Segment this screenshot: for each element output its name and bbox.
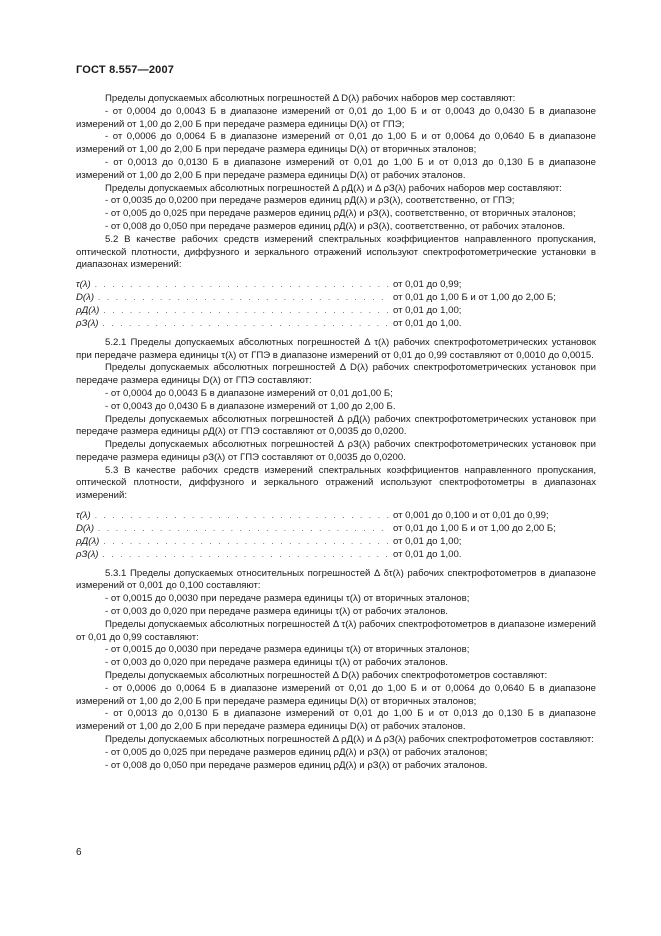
range-row xyxy=(76,523,596,536)
range-row xyxy=(76,305,596,318)
range-value: от 0,001 до 0,100 и от 0,01 до 0,99; xyxy=(393,510,549,522)
range-value: от 0,01 до 1,00. xyxy=(393,317,462,329)
range-row xyxy=(76,318,596,331)
ranges-spectrophotometers-list xyxy=(76,510,596,562)
range-value: от 0,01 до 1,00 Б и от 1,00 до 2,00 Б; xyxy=(393,292,556,304)
leader-dots xyxy=(103,318,391,331)
list-item: - от 0,0006 до 0,0064 Б в диапазоне измерений от 0,01 до 1,00 Б и от 0,0064 до 0,0640 Б в диапазоне измерений от 1,00 до 2,00 Б при передаче размера единицы D(λ) от вторичных эталонов; xyxy=(76,131,596,156)
list-item: - от 0,0006 до 0,0064 Б в диапазоне измерений от 0,01 до 1,00 Б и от 0,0064 до 0,0640 Б в диапазоне измерений от 1,00 до 2,00 Б при передаче размера единицы D(λ) от вторичных эталонов; xyxy=(76,682,596,707)
paragraph: Пределы допускаемых абсолютных погрешностей Δ D(λ) рабочих наборов мер составляют: xyxy=(105,93,516,104)
list-item: - от 0,005 до 0,025 при передаче размеров единиц ρД(λ) и ρЗ(λ) от рабочих эталонов; xyxy=(105,746,488,758)
paragraph: Пределы допускаемых абсолютных погрешностей Δ D(λ) рабочих спектрофотометрических установок при передаче размера единицы D(λ) от ГПЭ составляют: xyxy=(76,362,596,387)
section-5-2-1: 5.2.1 Пределы допускаемых абсолютных погрешностей Δ τ(λ) рабочих спектрофотометрических установок при передаче размера единицы τ(λ) от ГПЭ в диапазоне измерений от 0,01 до 0,99 составляют от 0,0010 до 0,0015. xyxy=(76,336,596,361)
leader-dots xyxy=(103,549,391,562)
range-symbol: ρЗ(λ) xyxy=(76,548,99,560)
range-row xyxy=(76,279,596,292)
range-value: от 0,01 до 1,00; xyxy=(393,535,462,547)
list-item: - от 0,003 до 0,020 при передаче размера единицы τ(λ) от рабочих эталонов. xyxy=(105,606,448,618)
section-5-3-1: 5.3.1 Пределы допускаемых относительных погрешностей Δ δτ(λ) рабочих спектрофотометров в диапазоне измерений от 0,001 до 0,100 составляют: xyxy=(76,567,596,592)
range-symbol: D(λ) xyxy=(76,292,95,304)
range-symbol: ρД(λ) xyxy=(76,304,100,316)
list-item: - от 0,003 до 0,020 при передаче размера единицы τ(λ) от рабочих эталонов. xyxy=(105,657,448,669)
leader-dots xyxy=(95,279,390,292)
range-row xyxy=(76,549,596,562)
range-value: от 0,01 до 1,00 Б и от 1,00 до 2,00 Б; xyxy=(393,522,556,534)
range-row xyxy=(76,536,596,549)
paragraph: Пределы допускаемых абсолютных погрешностей Δ ρД(λ) и Δ ρЗ(λ) рабочих наборов мер составляют: xyxy=(105,182,562,194)
range-symbol: τ(λ) xyxy=(76,510,91,522)
range-symbol: D(λ) xyxy=(76,522,95,534)
list-item: - от 0,0004 до 0,0043 Б в диапазоне измерений от 0,01 до1,00 Б; xyxy=(105,387,393,399)
range-symbol: ρЗ(λ) xyxy=(76,317,99,329)
range-row xyxy=(76,292,596,305)
page-number: 6 xyxy=(76,847,82,858)
section-5-2: 5.2 В качестве рабочих средств измерений спектральных коэффициентов направленного пропускания, оптической плотности, диффузного и зеркального отражений используют спектрофотометрические установки в диапазонах измерений: xyxy=(76,233,596,271)
range-symbol: ρД(λ) xyxy=(76,535,100,547)
range-value: от 0,01 до 1,00; xyxy=(393,304,462,316)
range-symbol: τ(λ) xyxy=(76,279,91,291)
paragraph: Пределы допускаемых абсолютных погрешностей Δ ρЗ(λ) рабочих спектрофотометрических установок при передаче размера единицы ρЗ(λ) от ГПЭ составляют от 0,0035 до 0,0200. xyxy=(76,439,596,463)
list-item: - от 0,0013 до 0,0130 Б в диапазоне измерений от 0,01 до 1,00 Б и от 0,013 до 0,130 Б в диапазоне измерений от 1,00 до 2,00 Б при передаче размера единицы D(λ) от рабочих эталонов. xyxy=(76,156,596,181)
list-item: - от 0,0043 до 0,0430 Б в диапазоне измерений от 1,00 до 2,00 Б. xyxy=(105,400,396,412)
list-item: - от 0,008 до 0,050 при передаче размеров единиц ρД(λ) и ρЗ(λ), соответственно, от рабочих эталонов. xyxy=(105,220,565,232)
leader-dots xyxy=(98,292,390,305)
list-item: - от 0,005 до 0,025 при передаче размеров единиц ρД(λ) и ρЗ(λ), соответственно, от вторичных эталонов; xyxy=(105,208,576,220)
paragraph: Пределы допускаемых абсолютных погрешностей Δ τ(λ) рабочих спектрофотометров в диапазоне измерений от 0,01 до 0,99 составляют: xyxy=(76,618,596,643)
paragraph: Пределы допускаемых абсолютных погрешностей Δ ρД(λ) и Δ ρЗ(λ) рабочих спектрофотометров составляют: xyxy=(105,734,594,745)
leader-dots xyxy=(103,305,390,318)
range-row xyxy=(76,510,596,523)
document-body xyxy=(76,93,596,772)
leader-dots xyxy=(95,510,390,523)
list-item: - от 0,0013 до 0,0130 Б в диапазоне измерений от 0,01 до 1,00 Б и от 0,013 до 0,130 Б в диапазоне измерений от 1,00 до 2,00 Б при передаче размера единицы D(λ) от рабочих эталонов. xyxy=(76,708,596,733)
section-5-3: 5.3 В качестве рабочих средств измерений спектральных коэффициентов направленного пропускания, оптической плотности, диффузного и зеркального отражений используют спектрофотометры в диапазонах измерений: xyxy=(76,464,596,502)
list-item: - от 0,0015 до 0,0030 при передаче размера единицы τ(λ) от вторичных эталонов; xyxy=(105,644,470,656)
paragraph: Пределы допускаемых абсолютных погрешностей Δ D(λ) рабочих спектрофотометров составляют: xyxy=(105,670,548,682)
list-item: - от 0,0004 до 0,0043 Б в диапазоне измерений от 0,01 до 1,00 Б и от 0,0043 до 0,0430 Б в диапазоне измерений от 1,00 до 2,00 Б при передаче размера единицы D(λ) от ГПЭ; xyxy=(76,105,596,130)
leader-dots xyxy=(103,536,390,549)
list-item: - от 0,0035 до 0,0200 при передаче размеров единиц ρД(λ) и ρЗ(λ), соответственно, от ГПЭ; xyxy=(105,195,515,207)
list-item: - от 0,008 до 0,050 при передаче размеров единиц ρД(λ) и ρЗ(λ) от рабочих эталонов. xyxy=(105,759,488,771)
document-header: ГОСТ 8.557—2007 xyxy=(76,64,175,76)
leader-dots xyxy=(98,523,390,536)
ranges-installations-list xyxy=(76,279,596,331)
list-item: - от 0,0015 до 0,0030 при передаче размера единицы τ(λ) от вторичных эталонов; xyxy=(105,593,470,605)
range-value: от 0,01 до 0,99; xyxy=(393,279,462,291)
paragraph: Пределы допускаемых абсолютных погрешностей Δ ρД(λ) рабочих спектрофотометрических установок при передаче размера единицы ρД(λ) от ГПЭ составляют от 0,0035 до 0,0200. xyxy=(76,413,596,438)
range-value: от 0,01 до 1,00. xyxy=(393,548,462,560)
